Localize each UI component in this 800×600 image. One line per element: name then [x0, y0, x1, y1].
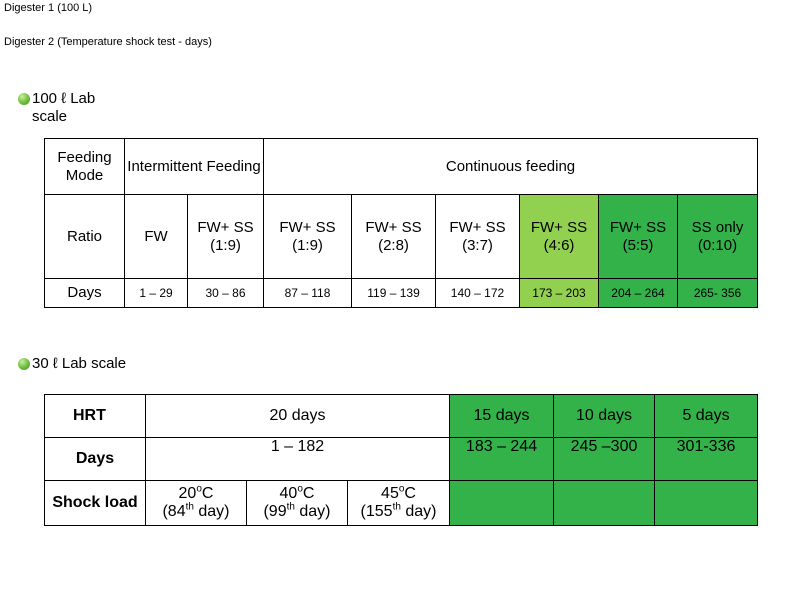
intermittent-header: Intermittent Feeding: [125, 139, 264, 195]
shock-cell-empty: [554, 481, 655, 526]
days-cell: 245 –300: [554, 438, 655, 481]
days-cell: 87 – 118: [264, 279, 352, 308]
days-cell: 1 – 29: [125, 279, 188, 308]
days-cell: 204 – 264: [599, 279, 678, 308]
green-bullet-icon: [18, 358, 30, 370]
ratio-cell: SS only (0:10): [678, 195, 758, 279]
days-cell: 30 – 86: [188, 279, 264, 308]
shock-cell: 45$^o$C (155th day): [348, 481, 450, 526]
ratio-cell: FW+ SS (5:5): [599, 195, 678, 279]
ratio-cell: FW+ SS (1:9): [264, 195, 352, 279]
days-cell: 183 – 244: [450, 438, 554, 481]
shock-cell: 40$^o$C (99th day): [247, 481, 348, 526]
table-row: [45, 481, 758, 526]
feeding-table: [44, 138, 758, 308]
table-row: [45, 139, 758, 195]
days-cell: 1 – 182: [146, 438, 450, 481]
shock-cell-empty: [450, 481, 554, 526]
table-row: [45, 438, 758, 481]
section2-label: 30 ℓ Lab scale: [32, 355, 127, 372]
shock-cell: 20$^o$C (84th day): [146, 481, 247, 526]
shock-label: Shock load: [45, 481, 146, 526]
ratio-label: Ratio: [45, 195, 125, 279]
table-row: [45, 395, 758, 438]
ratio-cell: FW+ SS (1:9): [188, 195, 264, 279]
section1-bullet: [18, 90, 108, 126]
digester1-title: Digester 1 (100 L): [4, 2, 93, 14]
days-cell: 265- 356: [678, 279, 758, 308]
days-label: Days: [45, 279, 125, 308]
ratio-cell: FW: [125, 195, 188, 279]
section1-label: 100 ℓ Lab scale: [32, 90, 96, 125]
digester2-title: Digester 2 (Temperature shock test - days): [4, 36, 212, 48]
shock-cell-empty: [655, 481, 758, 526]
table-row: [45, 279, 758, 308]
ratio-cell: FW+ SS (3:7): [436, 195, 520, 279]
continuous-header: Continuous feeding: [264, 139, 758, 195]
hrt-cell: 20 days: [146, 395, 450, 438]
ratio-cell: FW+ SS (4:6): [520, 195, 599, 279]
ratio-cell: FW+ SS (2:8): [352, 195, 436, 279]
hrt-cell: 5 days: [655, 395, 758, 438]
table-row: [45, 195, 758, 279]
days-label: Days: [45, 438, 146, 481]
days-cell: 301-336: [655, 438, 758, 481]
hrt-cell: 15 days: [450, 395, 554, 438]
hrt-table: [44, 394, 758, 526]
green-bullet-icon: [18, 93, 30, 105]
days-cell: 140 – 172: [436, 279, 520, 308]
days-cell: 119 – 139: [352, 279, 436, 308]
feeding-mode-header: Feeding Mode: [45, 139, 125, 195]
hrt-cell: 10 days: [554, 395, 655, 438]
days-cell: 173 – 203: [520, 279, 599, 308]
hrt-label: HRT: [45, 395, 146, 438]
section2-bullet: [18, 355, 126, 373]
